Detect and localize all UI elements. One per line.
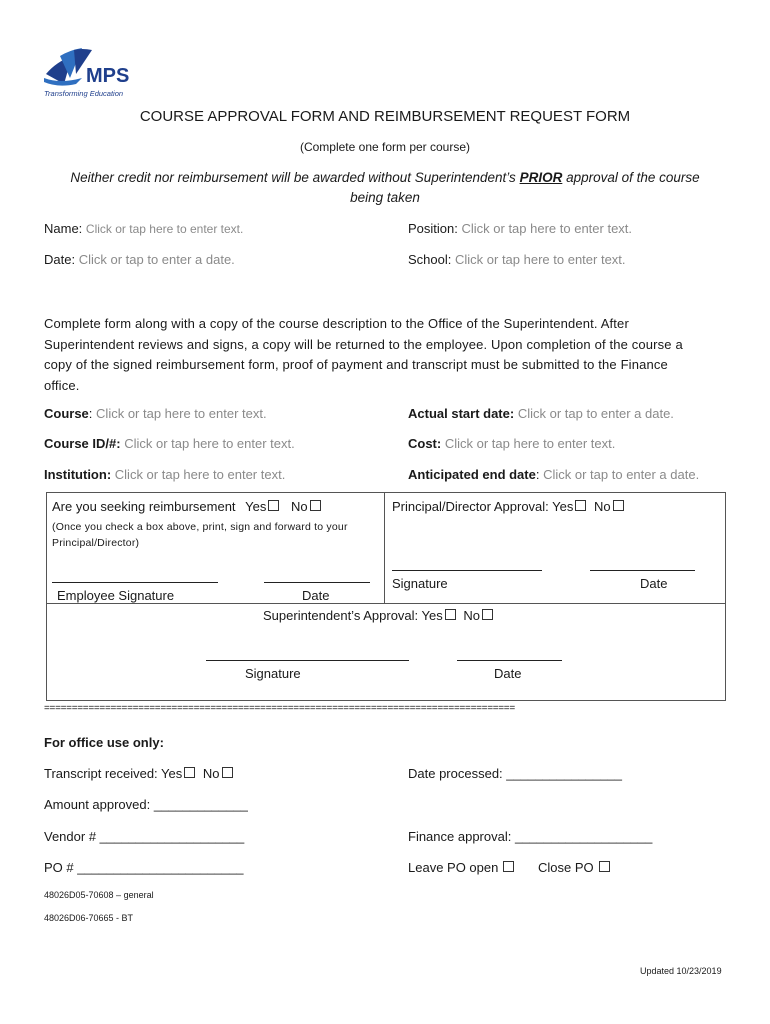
school-row [408,252,626,267]
employee-date-label: Date [302,588,330,603]
institution-row [44,467,285,482]
school-field[interactable]: Click or tap here to enter text. [455,252,626,267]
transcript-row [44,766,233,781]
employee-signature-line[interactable] [52,582,218,583]
form-title-text: COURSE APPROVAL FORM AND REIMBURSEMENT REQUEST FORM [139,108,631,125]
instructions-line4: office. [44,377,80,393]
reimbursement-note [52,519,348,551]
instructions [44,314,726,396]
close-po-row [538,860,610,875]
form-code-bt: 48026D06-70665 - BT [44,913,134,923]
date-processed[interactable]: Date processed: ________________ [408,766,622,781]
course-label: Course [44,406,89,421]
reimb-note-line2: Principal/Director) [52,537,140,549]
principal-no-label: No [594,499,611,514]
start-date-field[interactable]: Click or tap to enter a date. [517,406,674,421]
cost-field[interactable]: Click or tap here to enter text. [444,436,616,451]
po-number[interactable]: PO # _______________________ [44,860,244,875]
date-row [44,252,235,267]
end-date-field[interactable]: Click or tap to enter a date. [543,467,700,482]
position-label: Position: [408,221,458,236]
name-row [44,221,243,236]
reimb-yes-checkbox[interactable] [268,500,279,511]
notice-line2: being taken [350,190,420,205]
course-field[interactable]: Click or tap here to enter text. [96,406,267,421]
transcript-label: Transcript received: Yes [44,766,183,781]
form-subtitle: (Complete one form per course) [299,140,471,154]
course-row: Course: Click or tap here to enter text. [44,406,267,421]
close-po-label: Close PO [538,860,594,875]
principal-signature-label: Signature [392,576,448,591]
start-date-label: Actual start date: [408,406,515,421]
superintendent-signature-line[interactable] [206,660,409,661]
notice [0,170,770,185]
reimb-yes-label: Yes [245,499,267,514]
principal-no-checkbox[interactable] [613,500,624,511]
principal-yes-checkbox[interactable] [575,500,586,511]
reimbursement-question-text: Are you seeking reimbursement [52,499,236,514]
cost-row [408,436,615,451]
end-date-row: Anticipated end date: Click or tap to enter a date. [408,467,700,482]
principal-approval-text: Principal/Director Approval: Yes [392,499,574,514]
end-date-label: Anticipated end date [408,467,536,482]
reimbursement-question [52,499,321,514]
updated-date: Updated 10/23/2019 [640,966,722,976]
course-id-label: Course ID/#: [44,436,121,451]
close-po-checkbox[interactable] [599,861,610,872]
name-label: Name: [44,221,83,236]
start-date-row [408,406,674,421]
reimb-no-label: No [291,499,308,514]
superintendent-signature-label: Signature [245,666,301,681]
leave-po-checkbox[interactable] [503,861,514,872]
reimb-no-checkbox[interactable] [310,500,321,511]
principal-signature-line[interactable] [392,570,542,571]
instructions-line2: Superintendent reviews and signs, a copy will be returned to the employee. Upon completion of the course a [44,336,683,352]
employee-signature-label: Employee Signature [57,588,175,603]
reimb-note-line1: (Once you check a box above, print, sign and forward to your [52,521,348,533]
principal-date-label: Date [640,576,668,591]
leave-po-label: Leave PO open [408,860,499,875]
name-field[interactable]: Click or tap here to enter text. [85,222,244,236]
superintendent-date-label: Date [494,666,522,681]
date-field[interactable]: Click or tap to enter a date. [78,252,235,267]
superintendent-approval [263,608,493,623]
office-heading: For office use only: [44,735,164,750]
position-field[interactable]: Click or tap here to enter text. [461,221,633,236]
superintendent-date-line[interactable] [457,660,562,661]
logo-tagline: Transforming Education [44,89,124,98]
superintendent-no-checkbox[interactable] [482,609,493,620]
logo-org: MPS [86,65,130,87]
notice-pre: Neither credit nor reimbursement will be awarded without Superintendent’s [70,170,520,185]
finance-approval[interactable]: Finance approval: ___________________ [408,829,653,844]
transcript-yes-checkbox[interactable] [184,767,195,778]
course-id-field[interactable]: Click or tap here to enter text. [124,436,295,451]
institution-field[interactable]: Click or tap here to enter text. [114,467,286,482]
notice-emphasis: PRIOR [519,170,563,185]
mps-logo-graphic [42,44,142,100]
superintendent-yes-checkbox[interactable] [445,609,456,620]
position-row [408,221,632,236]
date-label: Date: [44,252,76,267]
vendor-number[interactable]: Vendor # ____________________ [44,829,245,844]
superintendent-approval-text: Superintendent’s Approval: Yes [263,608,443,623]
mps-logo [42,44,142,100]
school-label: School: [408,252,452,267]
notice-post: approval of the course [562,170,700,185]
form-code-general: 48026D05-70608 – general [44,890,154,900]
cost-label: Cost: [408,436,442,451]
course-id-row [44,436,295,451]
transcript-no-label: No [202,766,220,781]
principal-date-line[interactable] [590,570,695,571]
separator: ===================================================================================== [44,703,515,714]
leave-po-row [408,860,514,875]
superintendent-no-label: No [463,608,480,623]
amount-approved[interactable]: Amount approved: _____________ [44,797,248,812]
instructions-line3: copy of the signed reimbursement form, proof of payment and transcript must be submitted to the Finance [44,357,668,372]
principal-approval [392,499,624,514]
transcript-no-checkbox[interactable] [222,767,233,778]
form-title [0,108,770,125]
instructions-line1: Complete form along with a copy of the course description to the Office of the Superintendent. After [44,316,629,331]
institution-label: Institution: [44,467,112,482]
employee-date-line[interactable] [264,582,370,583]
